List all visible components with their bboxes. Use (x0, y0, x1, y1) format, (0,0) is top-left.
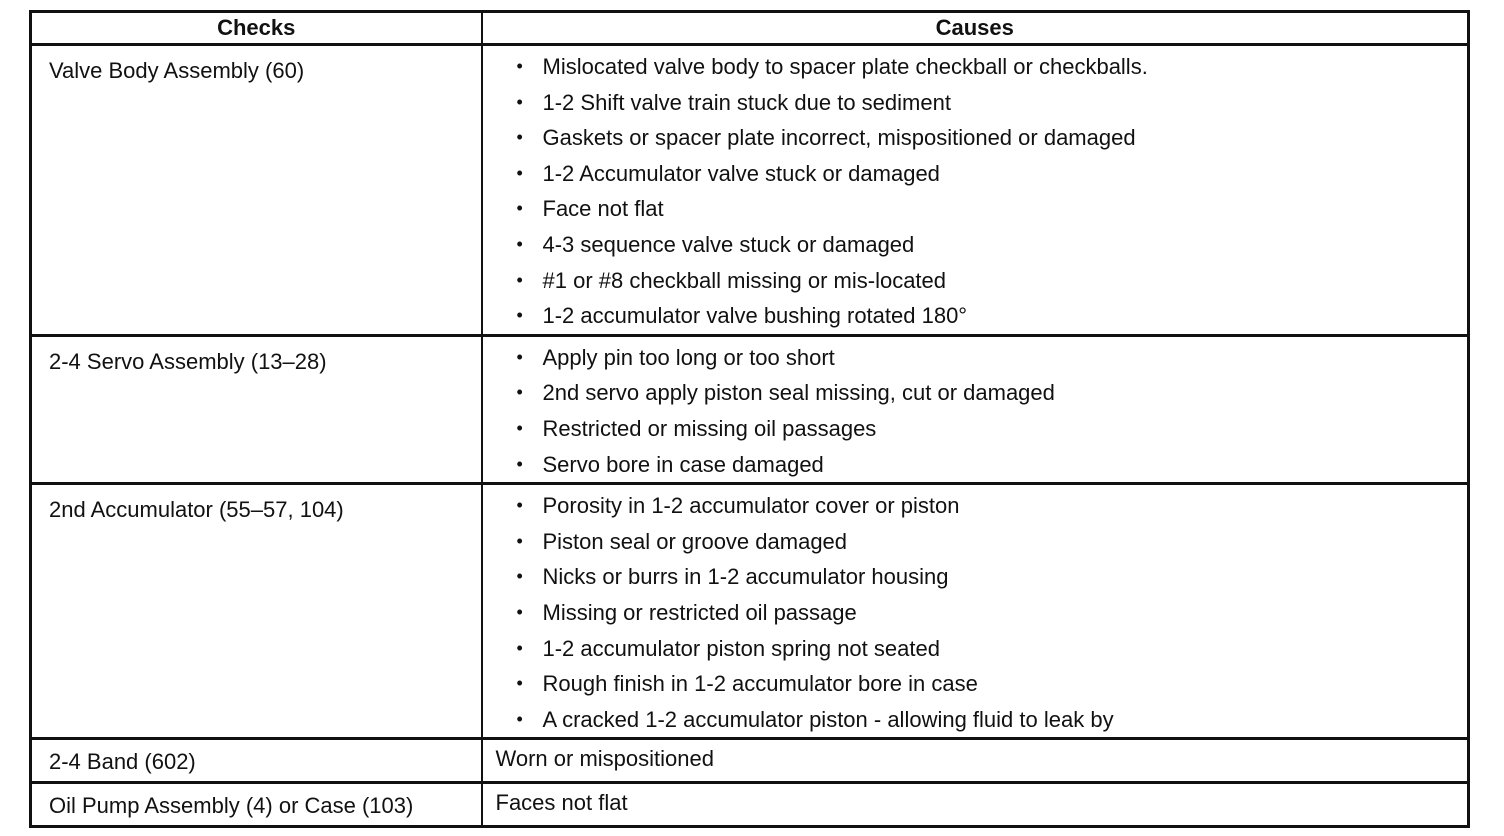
table-row (31, 783, 1469, 827)
cause-text: 1-2 accumulator valve bushing rotated 180° (542, 303, 968, 329)
cause-text: Mislocated valve body to spacer plate checkball or checkballs. (542, 54, 1148, 79)
cause-list (483, 485, 1468, 737)
header-row (31, 12, 1469, 45)
check-label: 2-4 Band (602) (49, 749, 196, 775)
list-item (517, 524, 1468, 560)
bullet-icon: • (516, 382, 523, 403)
bullet-icon: • (516, 417, 523, 438)
cause-text: 1-2 Accumulator valve stuck or damaged (542, 160, 940, 186)
list-item (517, 702, 1468, 738)
check-label: 2nd Accumulator (55–57, 104) (49, 497, 344, 523)
cause-text: Face not flat (542, 196, 664, 222)
cause-text: #1 or #8 checkball missing or mis-located (542, 267, 947, 293)
check-cell (31, 783, 482, 827)
bullet-icon: • (516, 708, 523, 729)
cause-text: Restricted or missing oil passages (542, 415, 877, 441)
cause-text: Piston seal or groove damaged (542, 528, 848, 554)
list-item (517, 227, 1468, 263)
cause-list (483, 337, 1468, 482)
bullet-icon: • (516, 233, 523, 254)
check-cell (31, 335, 482, 483)
diagnosis-table (29, 10, 1470, 828)
list-item (517, 49, 1468, 85)
cause-text: Apply pin too long or too short (542, 344, 835, 370)
cause-text: Porosity in 1-2 accumulator cover or piston (542, 493, 960, 519)
table-row (31, 45, 1469, 336)
causes-header: Causes (482, 12, 1469, 45)
cause-text: Rough finish in 1-2 accumulator bore in case (542, 671, 978, 697)
cause-cell: Faces not flat (482, 783, 1469, 827)
causes-cell (482, 45, 1469, 336)
bullet-icon: • (516, 673, 523, 694)
bullet-icon: • (516, 91, 523, 112)
list-item (517, 375, 1468, 411)
bullet-icon: • (516, 198, 523, 219)
causes-cell (482, 484, 1469, 739)
cause-text: 1-2 accumulator piston spring not seated (542, 635, 940, 661)
bullet-icon: • (516, 566, 523, 587)
table-row (31, 335, 1469, 483)
check-label: Oil Pump Assembly (4) or Case (103) (49, 793, 414, 819)
cause-text: 2nd servo apply piston seal missing, cut or damaged (542, 380, 1055, 406)
bullet-icon: • (516, 127, 523, 148)
cause-cell: Worn or mispositioned (482, 739, 1469, 783)
list-item (517, 85, 1468, 121)
cause-text: 1-2 Shift valve train stuck due to sediment (542, 89, 951, 115)
bullet-icon: • (516, 637, 523, 658)
table-row (31, 484, 1469, 739)
bullet-icon: • (516, 530, 523, 551)
list-item (517, 156, 1468, 192)
list-item (517, 666, 1468, 702)
list-item (517, 447, 1468, 483)
cause-text: A cracked 1-2 accumulator piston - allowing fluid to leak by (542, 706, 1114, 732)
bullet-icon: • (516, 601, 523, 622)
checks-header: Checks (31, 12, 482, 45)
list-item (517, 298, 1468, 334)
list-item (517, 595, 1468, 631)
check-cell (31, 739, 482, 783)
bullet-icon: • (516, 56, 523, 76)
list-item (517, 631, 1468, 667)
bullet-icon: • (516, 495, 523, 516)
cause-list (483, 46, 1468, 334)
list-item (517, 263, 1468, 299)
bullet-icon: • (516, 269, 523, 290)
bullet-icon: • (516, 162, 523, 183)
list-item (517, 411, 1468, 447)
list-item (517, 120, 1468, 156)
cause-text: Gaskets or spacer plate incorrect, mispositioned or damaged (542, 125, 1136, 151)
table-row (31, 739, 1469, 783)
list-item (517, 488, 1468, 524)
cause-text: 4-3 sequence valve stuck or damaged (542, 231, 915, 257)
list-item (517, 340, 1468, 376)
check-label: Valve Body Assembly (60) (49, 58, 305, 83)
cause-text: Missing or restricted oil passage (542, 599, 857, 625)
bullet-icon: • (516, 346, 523, 367)
check-label: 2-4 Servo Assembly (13–28) (49, 348, 327, 374)
causes-cell (482, 335, 1469, 483)
list-item (517, 559, 1468, 595)
bullet-icon: • (516, 305, 523, 326)
check-cell (31, 484, 482, 739)
list-item (517, 191, 1468, 227)
bullet-icon: • (516, 453, 523, 474)
cause-text: Nicks or burrs in 1-2 accumulator housing (542, 564, 949, 590)
cause-text: Servo bore in case damaged (542, 451, 824, 477)
check-cell (31, 45, 482, 336)
